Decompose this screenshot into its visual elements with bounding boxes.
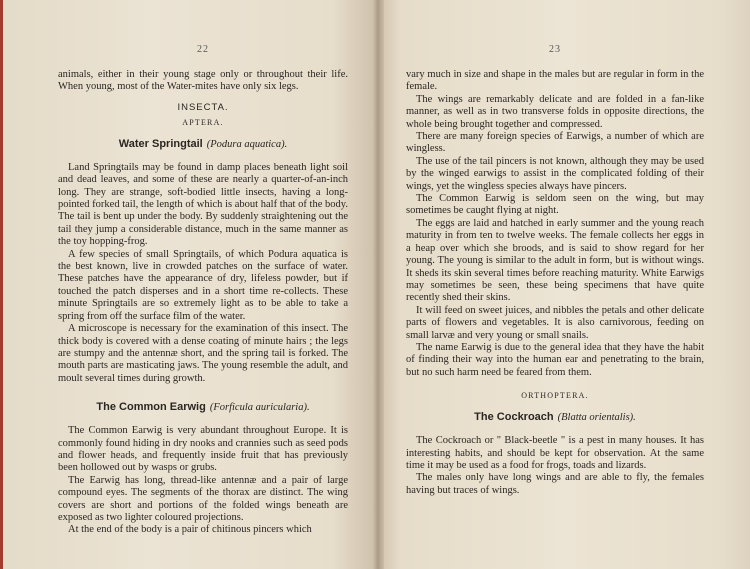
species-heading (58, 397, 348, 415)
paragraph: It will feed on sweet juices, and nibbles the petals and other delicate parts of flowers and vegetables. It is also carnivorous, feeding on small larvæ and very young or small snails. (406, 304, 704, 341)
right-page (378, 0, 750, 569)
subsection-heading: ORTHOPTERA. (521, 391, 589, 401)
species-heading (58, 134, 348, 152)
species-latin: (Blatta orientalis). (557, 412, 636, 424)
paragraph: Land Springtails may be found in damp places beneath light soil and dead leaves, and some of these are nearly a quarter-of-an-inch long. They are strange, soft-bodied little insects, having a long-pointed forked tail, the length of which is about half that of the body. The tail is bent up under the body. By suddenly straightening out the tail they jump a considerable distance, much in the same manner as the toy hopping-frog. (58, 161, 348, 248)
paragraph: A few species of small Springtails, of which Podura aquatica is the best known, live in crowded patches on the surface of water. These patches have the appearance of dry, lifeless powder, but if touched the patch disperses and in a short time re-collects. These minute Springtails are so extremely light as to be able to take a spring from off the surface film of the water. (58, 248, 348, 322)
subsection-heading: APTERA. (182, 117, 224, 127)
paragraph: The Common Earwig is very abundant throughout Europe. It is commonly found hiding in dry nooks and crannies such as seed pods and flower heads, and frequently inside fruit that has previously been hollowed out by wasps or grubs. (58, 425, 348, 474)
species-latin: (Podura aquatica). (206, 138, 288, 150)
species-name: Water Springtail (118, 137, 203, 150)
page-number: 22 (197, 44, 209, 55)
paragraph: The use of the tail pincers is not known, although they may be used by the winged earwigs to assist in the complicated folding of their wings, yet the wingless species always have pincers. (406, 155, 704, 192)
paragraph: The Cockroach or " Black-beetle " is a pest in many houses. It has interesting habits, and should be kept for observation. At the same time it may be used as a food for frogs, toads and lizards. (406, 435, 704, 471)
species-latin: (Forficula auricularia). (209, 402, 310, 414)
paragraph: At the end of the body is a pair of chitinous pincers which (68, 524, 312, 536)
paragraph: A microscope is necessary for the examination of this insect. The thick body is covered with a dense coating of minute hairs ; the legs are stumpy and the antennæ short, and the spring tail is forked. The mouth parts are masticating jaws. The young resemble the adult, and moult several times during growth. (58, 323, 348, 384)
paragraph: The males only have long wings and are able to fly, the females having but traces of wings. (406, 472, 704, 496)
species-heading (406, 407, 704, 425)
paragraph: vary much in size and shape in the males but are regular in form in the female. (406, 69, 704, 93)
paragraph: The name Earwig is due to the general idea that they have the habit of finding their way into the human ear and penetrating to the brain, but no such harm need be feared from them. (406, 341, 704, 378)
page-number: 23 (549, 44, 561, 55)
paragraph: The Earwig has long, thread-like antennæ and a pair of large compound eyes. The segments of the thorax are distinct. The wing covers are short and portions of the folded wings beneath are exposed as two lighter coloured projections. (58, 474, 348, 523)
paragraph: The Common Earwig is seldom seen on the wing, but may sometimes be caught flying at night. (406, 193, 704, 217)
section-heading: INSECTA. (177, 101, 229, 113)
paragraph: There are many foreign species of Earwigs, a number of which are wingless. (406, 131, 704, 155)
paragraph: animals, either in their young stage only or throughout their life. When young, most of the Water-mites have only six legs. (58, 69, 348, 93)
book-gutter (372, 0, 384, 569)
paragraph: The eggs are laid and hatched in early summer and the young reach maturity in from ten to twelve weeks. The female collects her eggs in a heap over which she broods, and is said to show regard for her young. The young is similar to the adult in form, but is without wings. It sheds its skin several times before reaching maturity. White Earwigs may sometimes be seen, these being specimens that have quite recently shed their skins. (406, 217, 704, 304)
species-name: The Cockroach (474, 411, 554, 424)
species-name: The Common Earwig (96, 401, 206, 414)
paragraph: The wings are remarkably delicate and are folded in a fan-like manner, as well as in two transverse folds in opposite directions, the whole being brought together and compressed. (406, 93, 704, 130)
